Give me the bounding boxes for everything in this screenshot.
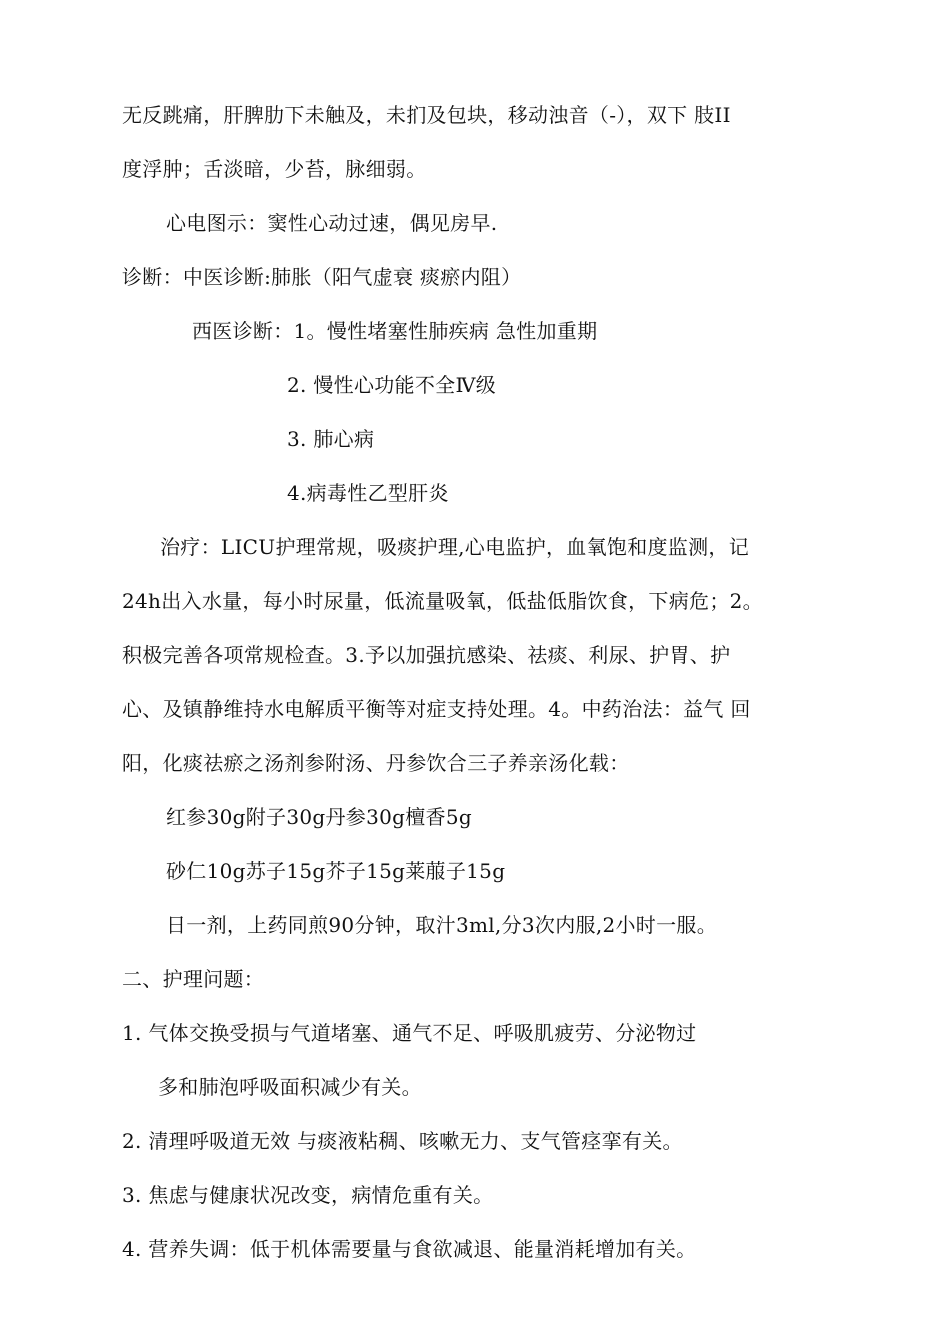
exam-text-line: 度浮肿；舌淡暗，少苔，脉细弱。	[122, 157, 427, 181]
western-diagnosis-2: 2. 慢性心功能不全Ⅳ级	[287, 373, 497, 397]
nursing-problem-item-continued: 多和肺泡呼吸面积减少有关。	[158, 1075, 422, 1099]
treatment-line: 24h出入水量，每小时尿量，低流量吸氧，低盐低脂饮食，下病危；2。	[122, 589, 763, 613]
section-heading: 二、护理问题：	[122, 967, 265, 991]
western-diagnosis-3: 3. 肺心病	[287, 427, 375, 451]
nursing-problem-item: 2. 清理呼吸道无效 与痰液粘稠、咳嗽无力、支气管痉挛有关。	[122, 1129, 683, 1153]
tcm-diagnosis: 诊断：中医诊断:肺胀（阳气虚衰 痰瘀内阻）	[122, 265, 522, 289]
ecg-result: 心电图示：窦性心动过速，偶见房早.	[166, 211, 498, 235]
treatment-line: 阳，化痰祛瘀之汤剂参附汤、丹参饮合三子养亲汤化载：	[122, 751, 630, 775]
nursing-problem-item: 1. 气体交换受损与气道堵塞、通气不足、呼吸肌疲劳、分泌物过	[122, 1021, 697, 1045]
prescription-line: 红参30g附子30g丹参30g檀香5g	[166, 805, 472, 829]
treatment-line: 心、及镇静维持水电解质平衡等对症支持处理。4。中药治法：益气 回	[122, 697, 751, 721]
prescription-line: 砂仁10g苏子15g芥子15g莱菔子15g	[166, 859, 506, 883]
nursing-problem-item: 4. 营养失调：低于机体需要量与食欲减退、能量消耗增加有关。	[122, 1237, 697, 1261]
treatment-line: 积极完善各项常规检查。3.予以加强抗感染、祛痰、利尿、护胃、护	[122, 643, 731, 667]
dosage-instruction: 日一剂，上药同煎90分钟，取汁3ml,分3次内服,2小时一服。	[166, 913, 717, 937]
treatment-line: 治疗：LICU护理常规，吸痰护理,心电监护，血氧饱和度监测，记	[160, 535, 749, 559]
western-diagnosis-4: 4.病毒性乙型肝炎	[287, 481, 449, 505]
nursing-problem-item: 3. 焦虑与健康状况改变，病情危重有关。	[122, 1183, 494, 1207]
western-diagnosis-1: 西医诊断：1。慢性堵塞性肺疾病 急性加重期	[192, 319, 598, 343]
exam-text-line: 无反跳痛，肝脾肋下未触及，未扪及包块，移动浊音（-），双下 肢II	[122, 103, 731, 127]
